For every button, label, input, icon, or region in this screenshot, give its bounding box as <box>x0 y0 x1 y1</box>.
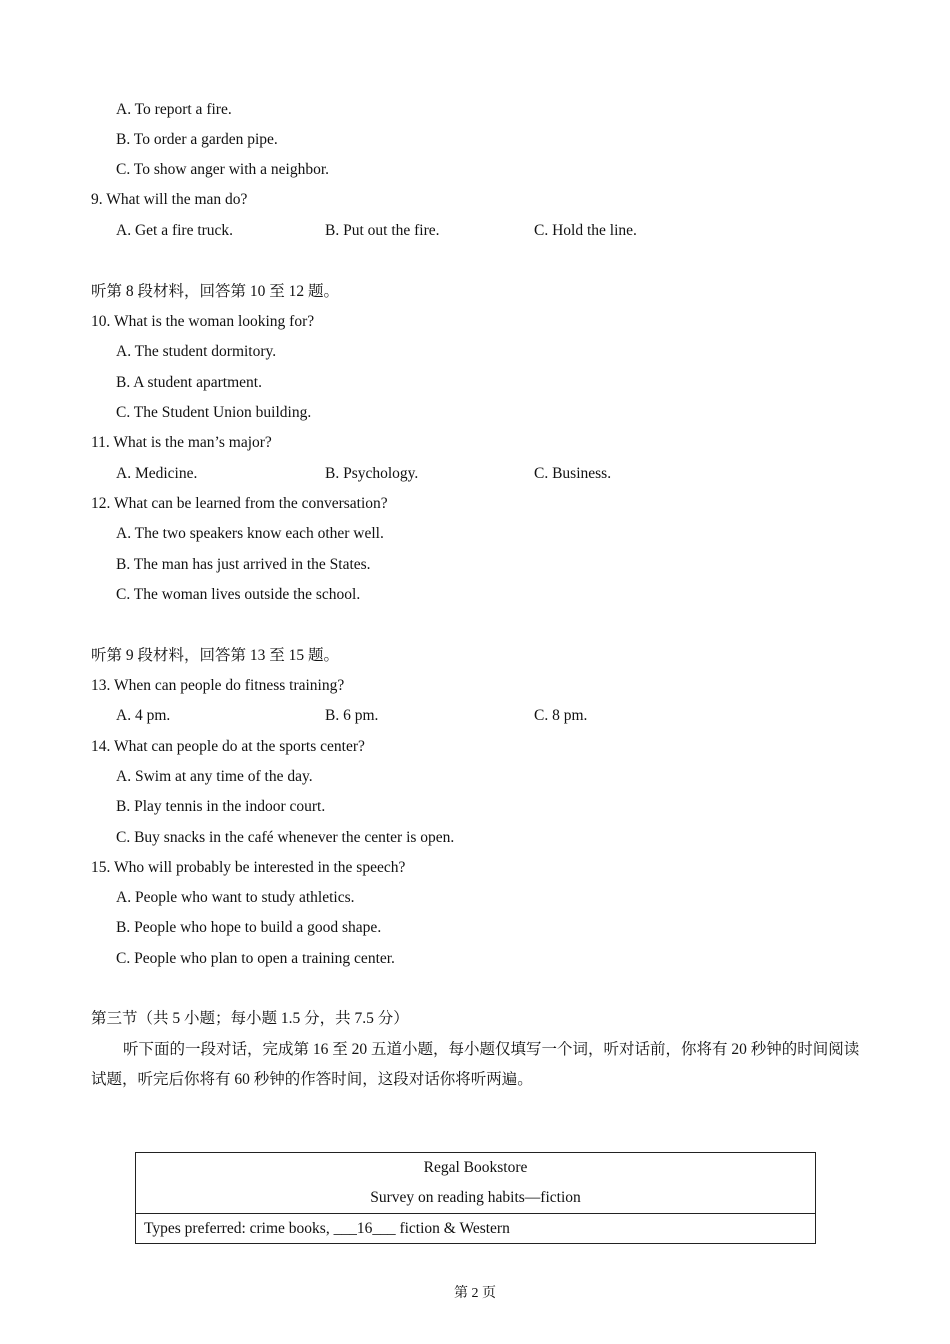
survey-table <box>135 1152 816 1244</box>
q13-question: 13. When can people do fitness training? <box>91 677 345 694</box>
q15-option-b: B. People who hope to build a good shape. <box>116 919 382 936</box>
section9-heading: 听第 9 段材料，回答第 13 至 15 题。 <box>91 647 340 664</box>
page-number: 第 2 页 <box>454 1286 496 1301</box>
q13-option-c: C. 8 pm. <box>534 707 588 724</box>
q12-option-b: B. The man has just arrived in the States. <box>116 556 371 573</box>
survey-table-title: Regal Bookstore <box>423 1159 528 1176</box>
q12-option-a: A. The two speakers know each other well. <box>116 525 384 542</box>
q11-option-a: A. Medicine. <box>116 465 198 482</box>
q14-option-a: A. Swim at any time of the day. <box>116 768 313 785</box>
q11-option-c: C. Business. <box>534 465 612 482</box>
q8-option-b: B. To order a garden pipe. <box>116 131 278 148</box>
q15-option-a: A. People who want to study athletics. <box>116 889 355 906</box>
section8-heading: 听第 8 段材料，回答第 10 至 12 题。 <box>91 283 340 300</box>
q9-option-c: C. Hold the line. <box>534 222 637 239</box>
survey-table-subtitle: Survey on reading habits—fiction <box>370 1189 581 1206</box>
survey-table-header <box>136 1153 815 1214</box>
q9-question: 9. What will the man do? <box>91 191 248 208</box>
part3-heading: 第三节（共 5 小题；每小题 1.5 分，共 7.5 分） <box>91 1010 409 1027</box>
q8-option-a: A. To report a fire. <box>116 101 232 118</box>
q14-question: 14. What can people do at the sports center? <box>91 738 365 755</box>
q14-option-c: C. Buy snacks in the café whenever the center is open. <box>116 829 455 846</box>
q14-option-b: B. Play tennis in the indoor court. <box>116 798 326 815</box>
q15-option-c: C. People who plan to open a training center. <box>116 950 395 967</box>
q12-question: 12. What can be learned from the conversation? <box>91 495 388 512</box>
q13-option-a: A. 4 pm. <box>116 707 171 724</box>
q10-option-a: A. The student dormitory. <box>116 343 277 360</box>
q11-option-b: B. Psychology. <box>325 465 419 482</box>
q13-option-b: B. 6 pm. <box>325 707 379 724</box>
q12-option-c: C. The woman lives outside the school. <box>116 586 361 603</box>
q9-option-b: B. Put out the fire. <box>325 222 440 239</box>
survey-table-row: Types preferred: crime books, ___16___ fiction & Western <box>144 1220 510 1237</box>
q15-question: 15. Who will probably be interested in the speech? <box>91 859 406 876</box>
q8-option-c: C. To show anger with a neighbor. <box>116 161 330 178</box>
q11-question: 11. What is the man’s major? <box>91 434 272 451</box>
part3-instructions: 听下面的一段对话，完成第 16 至 20 五道小题，每小题仅填写一个词，听对话前，你将有 20 秒钟的时间阅读试题，听完后你将有 60 秒钟的作答时间，这段对话你将听两遍。 <box>91 1041 860 1088</box>
q10-option-b: B. A student apartment. <box>116 374 262 391</box>
q9-option-a: A. Get a fire truck. <box>116 222 234 239</box>
q10-option-c: C. The Student Union building. <box>116 404 312 421</box>
q10-question: 10. What is the woman looking for? <box>91 313 315 330</box>
